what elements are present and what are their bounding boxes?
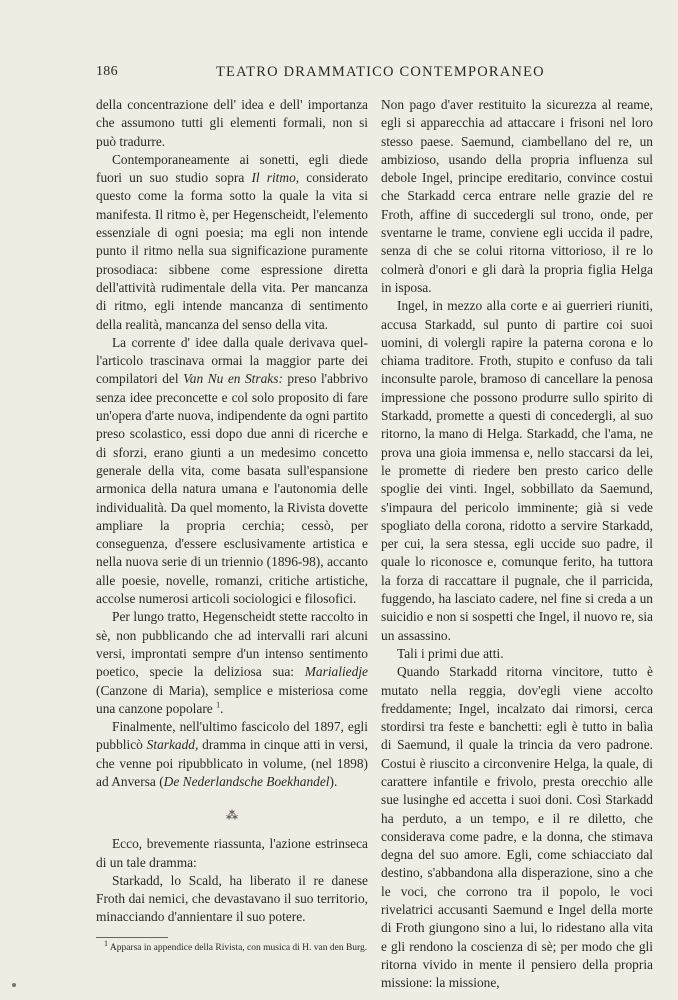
- footnote-reference: 1: [216, 700, 221, 710]
- paragraph-6: Ecco, brevemente riassunta, l'azione estrinseca di un tale dramma:: [96, 836, 368, 870]
- footnote: [96, 938, 368, 954]
- footnote-text: Apparsa in appendice della Rivista, con musica di H. van den Burg.: [109, 942, 368, 953]
- text-run: dramma in cinque atti in versi, che venne poi ripubblicato in volume, (nel 1898) ad Anversa (: [96, 737, 368, 789]
- italic-publisher: De Nederlandsche Boekhandel: [163, 773, 330, 789]
- paragraph-4: Quando Starkadd ritorna vincitore, tutto è mutato nella reggia, dov'egli viene accolto freddamente; Ingel, incalzato dai rimorsi, cerca stordirsi tra feste e banchetti: egli è tutto in balìa di Saemund, il quale la trincia da vero padrone. Costui è riuscito a circonvenire Helga, la quale, di carattere infantile e frivolo, presta orecchio alle sue lusinghe ed accetta i suoi doni. Così Starkadd ha perduto, a un tempo, e il re diletto, che considerava come padre, e la donna, che stimava degna del suo amore. Egli, come schiacciato dal destino, s'abbandona alla disperazione, sino a che le voci, che corrono tra il popolo, le voci rivelatrici accusanti Saemund e Ingel della morte di Froth giungono sino a lui, lo ridestano alla vita e gli rendono la coscienza di sè; per modo che gli ritorna vivido in mente il pensiero della propria missione: la missione,: [381, 664, 653, 991]
- text-run: Contemporaneamente ai sonetti, egli diede fuori un suo studio sopra: [96, 151, 368, 186]
- text-run: Per lungo tratto, Hegenscheidt stette raccolto in sè, non pubblicando che ad intervalli rari alcuni versi, improntati sempre d'un intenso sentimento poetico, specie la deliziosa sua:: [96, 609, 368, 680]
- paragraph-3: Tali i primi due atti.: [397, 645, 504, 661]
- paragraph-4: [96, 608, 368, 718]
- text-run: considerato questo come la forma sotto la quale la vita si manifesta. Il ritmo è, per Hegenscheidt, l'elemento essenziale di ogni poesia; ma egli non intende punto il ritmo nella sua significazione puramente prosodiaca: sibbene come espressione diretta dell'attività rudimentale della vita. Per mancanza di ritmo, egli intende mancanza di sentimento della realità, mancanza del senso della vita.: [96, 170, 368, 332]
- page-header: [96, 64, 664, 88]
- italic-title: Il ritmo,: [251, 170, 300, 186]
- italic-title: Starkadd,: [146, 737, 199, 753]
- text-run: (Canzone di Maria), semplice e misteriosa come una canzone popolare: [96, 682, 368, 716]
- text-run: preso l'abbrivo senza idee preconcette e col solo proposito di fare un'opera d'arte nuova, indipendente da ogni partito preso scolastico, essi dopo due anni di ricerche e di sforzi, erano giunti a un medesimo concetto generale della vita, come basata sull'espansione armonica della natura umana e l'autonomia delle individualità. Da quel momento, la Rivista dovette ampliare la propria cerchia; cessò, per conseguenza, d'essere esclusivamente artistica e nella nuova serie di un triennio (1896-98), accanto alle poesie, novelle, romanzi, critiche artistiche, accolse numerosi articoli sociologici e filosofici.: [96, 371, 368, 607]
- footnote-mark: 1: [104, 938, 108, 948]
- text-run: .: [220, 700, 224, 716]
- paragraph-2: [96, 151, 368, 334]
- paragraph-1: Non pago d'aver restituito la sicurezza al reame, egli si apparecchia ad attaccare i frisoni nel loro stesso paese. Saemund, ciambellano del re, un ambizioso, usando della propria influenza sul debole Ingel, principe ereditario, convince costui che Starkadd cerca entrare nelle grazie del re Froth, affine di succedergli sul trono, onde, per sventarne le trame, conviene egli uccida il padre, senza di che se colui ritorna vittorioso, il re lo colmerà d'onori e gli darà la propria figlia Helga in isposa.: [381, 97, 653, 295]
- left-column: [96, 96, 368, 954]
- italic-title: Van Nu en Straks:: [183, 371, 283, 387]
- paragraph-7: Starkadd, lo Scald, ha liberato il re danese Froth dai nemici, che devastavano il suo territorio, minacciando d'annientare il suo potere.: [96, 872, 368, 925]
- paragraph-2: Ingel, in mezzo alla corte e ai guerrieri riuniti, accusa Starkadd, sul punto di partire coi suoi uomini, di volergli rapire la paterna corona e lo chiama traditore. Froth, stupito e confuso da tali inconsulte parole, bramoso di cancellare la penosa impressione che possono produrre sullo spirito di Starkadd, promette a questi di concedergli, al suo ritorno, la mano di Helga. Starkadd, che l'ama, ne prova una gioia immensa e, nello staccarsi da lei, le promette di riedere ben presto carico delle spoglie dei vinti. Ingel, sobbillato da Saemund, s'impaura del pericolo imminente; già si vede spogliato della corona, ridotto a servire Starkadd, per cui, la sera stessa, egli uccide suo padre, il quale lo riconosce e, comunque ferito, ha tuttora la forza di raccattare il pugnale, che il parricida, fuggendo, ha lasciato cadere, nel fine si creda a un suicidio e non si sospetti che Ingel, il nuovo re, sia un assassino.: [381, 298, 653, 643]
- paragraph-3: [96, 334, 368, 608]
- page-number: 186: [96, 64, 118, 79]
- right-column: [381, 96, 653, 993]
- paragraph-5: [96, 718, 368, 791]
- paragraph-1: della concentrazione dell' idea e dell' importanza che assumono tutti gli elementi formali, non si può tradurre.: [96, 97, 368, 149]
- text-run: La corrente d' idee dalla quale derivava quell'articolo trascinava ormai la maggior parte dei compilatori del: [96, 334, 368, 387]
- footnote-rule: [96, 937, 168, 938]
- text-run: ).: [329, 773, 338, 789]
- margin-speck: [12, 983, 16, 987]
- running-title: TEATRO DRAMMATICO CONTEMPORANEO: [216, 64, 545, 80]
- italic-title: Marialiedje: [304, 664, 368, 680]
- text-run: Finalmente, nell'ultimo fascicolo del 1897, egli pubblicò: [96, 719, 368, 753]
- section-ornament: ⁂: [226, 808, 238, 823]
